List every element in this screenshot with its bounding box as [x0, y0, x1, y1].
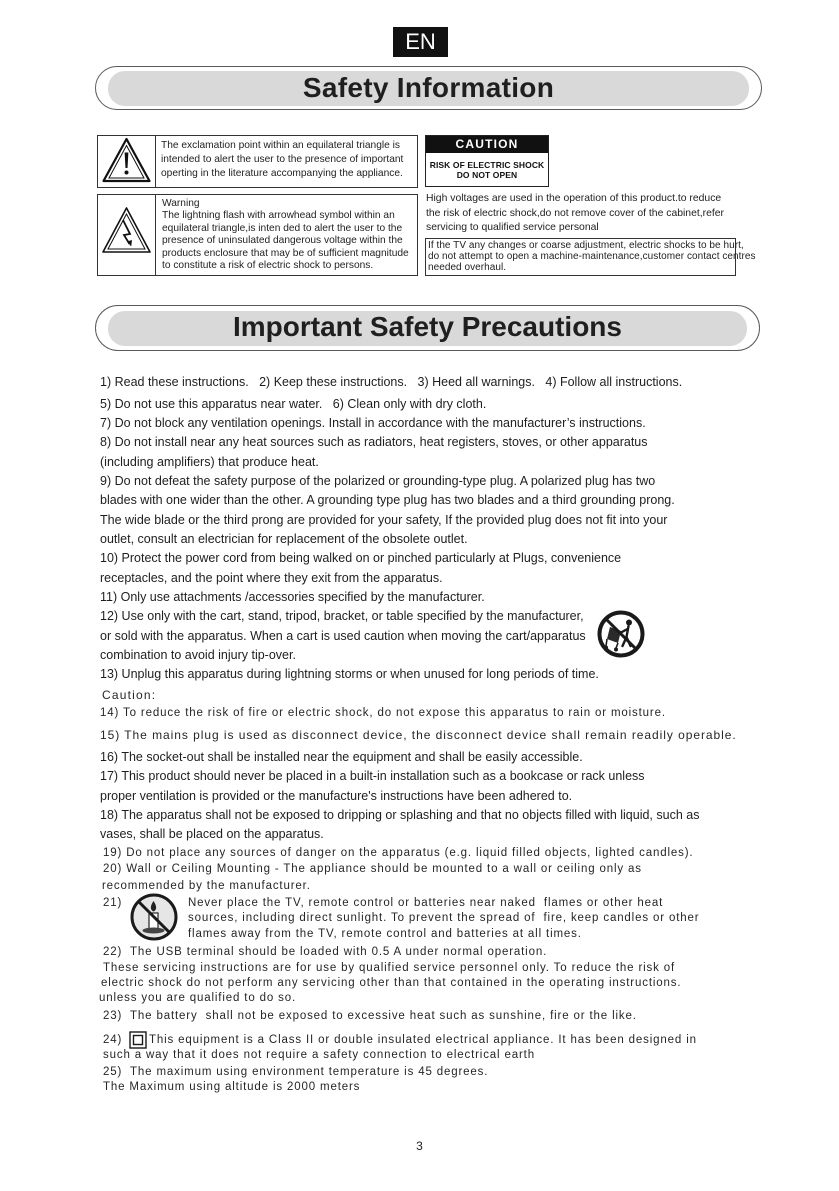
text-line: servicing to qualified service personal	[426, 222, 599, 233]
text-line: equilateral triangle,is inten ded to alert the user to the	[162, 222, 403, 234]
precaution-line: (including amplifiers) that produce heat.	[100, 455, 319, 469]
text-line: the risk of electric shock,do not remove cover of the cabinet,refer	[426, 207, 725, 219]
precaution-line: 15) The mains plug is used as disconnect device, the disconnect device shall remain readily operable.	[100, 728, 737, 742]
precaution-line: 23) The battery shall not be exposed to excessive heat such as sunshine, fire or the like.	[103, 1010, 637, 1022]
safety-information-banner	[95, 66, 762, 110]
high-voltage-notice	[426, 192, 724, 236]
precaution-line: 11) Only use attachments /accessories specified by the manufacturer.	[100, 590, 485, 604]
cart-tip-over-warning-icon	[597, 610, 645, 658]
precaution-line: 20) Wall or Ceiling Mounting - The appliance should be mounted to a wall or ceiling only as	[103, 863, 642, 875]
caution-header: CAUTION	[426, 136, 548, 153]
precaution-line: This equipment is a Class II or double insulated electrical appliance. It has been designed in	[149, 1034, 697, 1046]
precaution-line: Never place the TV, remote control or batteries near naked flames or other heat	[188, 897, 664, 909]
text-line: operting in the literature accompanying the appliance.	[161, 168, 403, 179]
text-line: products enclosure that may be of sufficient magnitude	[162, 247, 409, 259]
caution-heading: Caution:	[102, 688, 157, 702]
text-line: intended to alert the user to the presence of important	[161, 154, 404, 165]
page-number: 3	[416, 1139, 423, 1153]
text-line: High voltages are used in the operation of this product.to reduce	[426, 193, 722, 204]
caution-risk-text: RISK OF ELECTRIC SHOCK	[429, 160, 545, 170]
language-badge: EN	[393, 27, 448, 57]
precaution-line: 16) The socket-out shall be installed near the equipment and shall be easily accessible.	[100, 750, 583, 764]
precaution-line: 9) Do not defeat the safety purpose of the polarized or grounding-type plug. A polarized plug has two	[100, 474, 656, 488]
precaution-line: recommended by the manufacturer.	[102, 880, 311, 892]
lightning-notice-box	[97, 194, 418, 276]
precaution-line: The Maximum using altitude is 2000 meters	[103, 1081, 361, 1093]
important-safety-precautions-banner	[95, 305, 760, 351]
precaution-line: 5) Do not use this apparatus near water. 6) Clean only with dry cloth.	[100, 397, 487, 411]
text-line: The lightning flash with arrowhead symbol within an	[162, 210, 395, 222]
exclamation-triangle-icon	[98, 136, 156, 187]
precaution-line: receptacles, and the point where they exit from the apparatus.	[100, 571, 443, 585]
precaution-line: electric shock do not perform any servicing other than that contained in the operating instructions.	[101, 977, 682, 989]
precaution-line: These servicing instructions are for use by qualified service personnel only. To reduce the risk of	[103, 962, 676, 974]
lightning-notice-text	[162, 198, 409, 272]
caution-do-not-open-text: DO NOT OPEN	[456, 170, 518, 180]
section-title: Important Safety Precautions	[233, 311, 622, 342]
precaution-line: 25) The maximum using environment temperature is 45 degrees.	[103, 1066, 489, 1078]
precaution-line: blades with one wider than the other. A grounding type plug has two blades and a third grounding prong.	[100, 493, 675, 507]
precaution-line: vases, shall be placed on the apparatus.	[100, 827, 324, 841]
tv-notice-box	[425, 238, 756, 276]
section-title: Safety Information	[302, 72, 555, 103]
precaution-line: 1) Read these instructions. 2) Keep these instructions. 3) Heed all warnings. 4) Follow all instructions.	[100, 375, 683, 389]
tv-notice-text	[428, 240, 756, 273]
precaution-line: 14) To reduce the risk of fire or electric shock, do not expose this apparatus to rain or moisture.	[100, 707, 666, 719]
precaution-line: 8) Do not install near any heat sources such as radiators, heat registers, stoves, or other apparatus	[100, 435, 648, 449]
precaution-line: 18) The apparatus shall not be exposed to dripping or splashing and that no objects filled with liquid, such as	[100, 808, 700, 822]
precaution-line: flames away from the TV, remote control and batteries at all times.	[188, 928, 582, 940]
precaution-line: outlet, consult an electrician for replacement of the obsolete outlet.	[100, 532, 468, 546]
warning-heading: Warning	[162, 198, 200, 209]
exclamation-notice-text	[161, 139, 403, 181]
text-line: The exclamation point within an equilateral triangle is	[161, 140, 400, 151]
precaution-line: 13) Unplug this apparatus during lightning storms or when unused for long periods of time.	[100, 667, 599, 681]
exclamation-notice-box	[97, 135, 418, 188]
text-line: do not attempt to open a machine-maintenance,customer contact centres	[428, 251, 756, 262]
precaution-line: 17) This product should never be placed in a built-in installation such as a bookcase or rack unless	[100, 769, 645, 783]
precaution-line: combination to avoid injury tip-over.	[100, 648, 296, 662]
no-open-flame-icon	[130, 893, 178, 941]
text-line: to constitute a risk of electric shock to persons.	[162, 260, 374, 272]
item-number: 24)	[103, 1034, 123, 1046]
precaution-line: The wide blade or the third prong are provided for your safety, If the provided plug does not fit into your	[100, 513, 668, 527]
text-line: If the TV any changes or coarse adjustment, electric shocks to be hurt,	[428, 240, 744, 251]
precaution-line: proper ventilation is provided or the manufacture's instructions have been adhered to.	[100, 789, 573, 803]
lightning-triangle-icon	[98, 195, 156, 275]
precaution-line: 22) The USB terminal should be loaded with 0.5 A under normal operation.	[103, 946, 548, 958]
caution-label	[425, 135, 549, 187]
precaution-line: 19) Do not place any sources of danger on the apparatus (e.g. liquid filled objects, lighted candles).	[103, 847, 694, 859]
precaution-line: 12) Use only with the cart, stand, tripod, bracket, or table specified by the manufacturer,	[100, 609, 584, 623]
precaution-line: such a way that it does not require a safety connection to electrical earth	[103, 1049, 535, 1061]
text-line: presence of uninsulated dangerous voltage within the	[162, 235, 403, 247]
precaution-line: or sold with the apparatus. When a cart is used caution when moving the cart/apparatus	[100, 629, 586, 643]
precaution-line: 10) Protect the power cord from being walked on or pinched particularly at Plugs, convenience	[100, 551, 622, 565]
precaution-line: unless you are qualified to do so.	[99, 992, 297, 1004]
item-number: 21)	[103, 897, 123, 909]
precaution-line: 7) Do not block any ventilation openings. Install in accordance with the manufacturer’s instructions.	[100, 416, 646, 430]
precaution-line: sources, including direct sunlight. To prevent the spread of fire, keep candles or other	[188, 912, 700, 924]
text-line: needed overhaul.	[428, 262, 507, 273]
